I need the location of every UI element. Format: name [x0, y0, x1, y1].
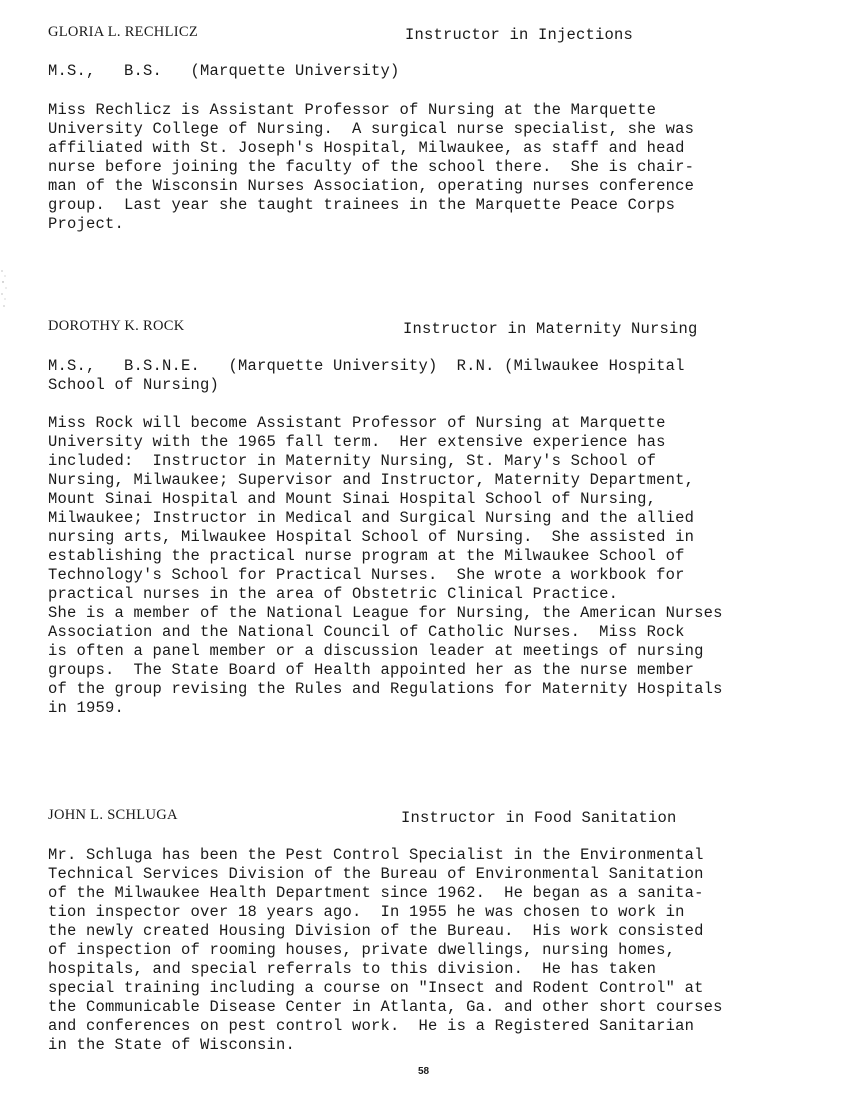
degree-line: M.S., B.S. (Marquette University) [48, 62, 400, 80]
bio-line: and conferences on pest control work. He is a Registered Sanitarian [48, 1017, 695, 1035]
bio-line: hospitals, and special referrals to this division. He has taken [48, 960, 657, 978]
bio-line: practical nurses in the area of Obstetric Clinical Practice. [48, 585, 619, 603]
bio-line: of inspection of rooming houses, private dwellings, nursing homes, [48, 941, 676, 959]
bio-line: tion inspector over 18 years ago. In 1955 he was chosen to work in [48, 903, 685, 921]
bio-line: Technology's School for Practical Nurses. She wrote a workbook for [48, 566, 685, 584]
bio-line: group. Last year she taught trainees in the Marquette Peace Corps [48, 196, 676, 214]
bio-line: man of the Wisconsin Nurses Association, operating nurses conference [48, 177, 695, 195]
bio-line: the Communicable Disease Center in Atlanta, Ga. and other short courses [48, 998, 723, 1016]
bio-line: affiliated with St. Joseph's Hospital, Milwaukee, as staff and head [48, 139, 685, 157]
faculty-title: Instructor in Food Sanitation [401, 809, 677, 827]
faculty-title: Instructor in Maternity Nursing [403, 320, 698, 338]
degree-line: M.S., B.S.N.E. (Marquette University) R.N. (Milwaukee Hospital [48, 357, 685, 375]
bio-line: in the State of Wisconsin. [48, 1036, 296, 1054]
bio-line: of the group revising the Rules and Regulations for Maternity Hospitals [48, 680, 723, 698]
bio-line: is often a panel member or a discussion leader at meetings of nursing [48, 642, 704, 660]
bio-line: in 1959. [48, 699, 125, 717]
bio-line: nursing arts, Milwaukee Hospital School of Nursing. She assisted in [48, 528, 695, 546]
bio-line: groups. The State Board of Health appointed her as the nurse member [48, 661, 695, 679]
bio-line: establishing the practical nurse program at the Milwaukee School of [48, 547, 685, 565]
faculty-name: DOROTHY K. ROCK [48, 318, 185, 334]
bio-line: of the Milwaukee Health Department since 1962. He began as a sanita- [48, 884, 704, 902]
bio-line: Milwaukee; Instructor in Medical and Surgical Nursing and the allied [48, 509, 695, 527]
faculty-degrees [48, 357, 685, 395]
bio-line: Mount Sinai Hospital and Mount Sinai Hospital School of Nursing, [48, 490, 657, 508]
faculty-degrees [48, 62, 400, 81]
scan-speckle [0, 268, 10, 312]
degree-line: School of Nursing) [48, 376, 220, 394]
faculty-name: JOHN L. SCHLUGA [48, 807, 178, 823]
bio-line: She is a member of the National League for Nursing, the American Nurses [48, 604, 723, 622]
bio-line: Technical Services Division of the Bureau of Environmental Sanitation [48, 865, 704, 883]
bio-line: University with the 1965 fall term. Her extensive experience has [48, 433, 666, 451]
bio-line: nurse before joining the faculty of the school there. She is chair- [48, 158, 695, 176]
faculty-bio [48, 414, 723, 718]
bio-line: Miss Rock will become Assistant Professor of Nursing at Marquette [48, 414, 666, 432]
bio-line: Miss Rechlicz is Assistant Professor of Nursing at the Marquette [48, 101, 657, 119]
bio-line: Mr. Schluga has been the Pest Control Specialist in the Environmental [48, 846, 704, 864]
bio-line: Project. [48, 215, 125, 233]
bio-line: special training including a course on "Insect and Rodent Control" at [48, 979, 704, 997]
bio-line: Nursing, Milwaukee; Supervisor and Instructor, Maternity Department, [48, 471, 695, 489]
page-number: 58 [418, 1066, 430, 1077]
bio-line: the newly created Housing Division of the Bureau. His work consisted [48, 922, 704, 940]
bio-line: included: Instructor in Maternity Nursing, St. Mary's School of [48, 452, 657, 470]
bio-line: Association and the National Council of Catholic Nurses. Miss Rock [48, 623, 685, 641]
bio-line: University College of Nursing. A surgical nurse specialist, she was [48, 120, 695, 138]
faculty-bio [48, 101, 694, 234]
faculty-title: Instructor in Injections [405, 26, 634, 44]
faculty-bio [48, 846, 723, 1055]
faculty-name: GLORIA L. RECHLICZ [48, 24, 198, 40]
